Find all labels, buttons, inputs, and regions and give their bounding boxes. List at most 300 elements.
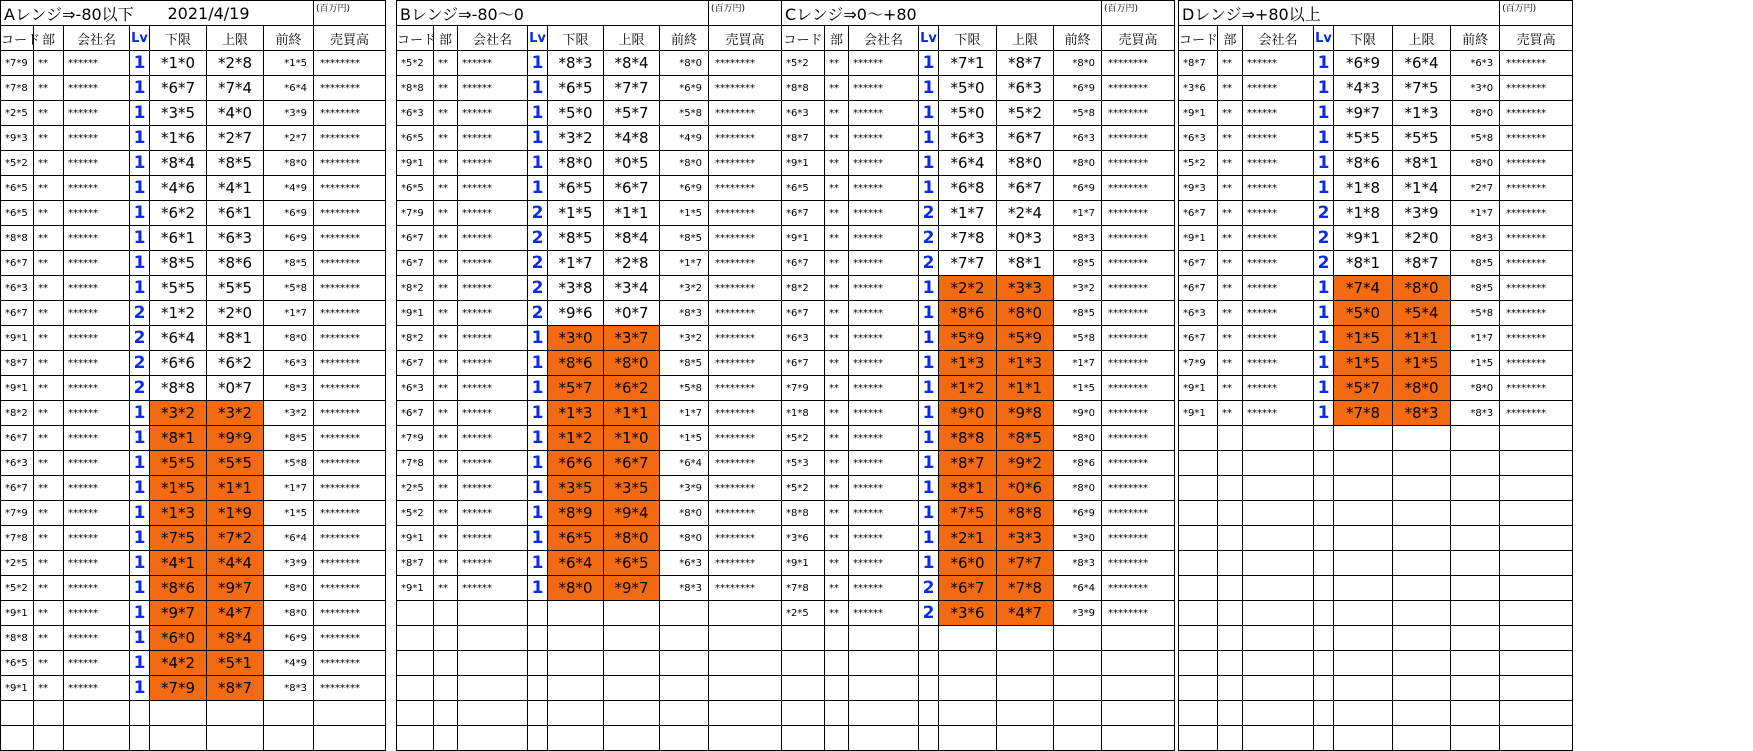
stock-code: *8*8 <box>782 501 825 526</box>
market-division: ** <box>1218 326 1243 351</box>
table-row <box>1 151 386 176</box>
table-row <box>397 351 782 376</box>
stock-code: *9*1 <box>397 526 434 551</box>
upper-limit: *8*1 <box>1393 151 1451 176</box>
empty-cell <box>314 701 386 726</box>
company-name: ****** <box>458 476 528 501</box>
stock-code: *5*2 <box>1 576 34 601</box>
empty-cell <box>1243 701 1314 726</box>
level-value: 2 <box>1314 201 1334 226</box>
market-division: ** <box>1218 226 1243 251</box>
trading-volume: ******** <box>1102 101 1175 126</box>
table-row <box>397 201 782 226</box>
table-row <box>782 476 1175 501</box>
trading-volume: ******** <box>709 401 782 426</box>
table-row <box>782 176 1175 201</box>
previous-close: *1*7 <box>660 251 709 276</box>
market-division: ** <box>434 426 458 451</box>
stock-code: *6*7 <box>397 351 434 376</box>
empty-cell <box>548 701 604 726</box>
lower-limit: *5*5 <box>1334 126 1393 151</box>
stock-code: *8*2 <box>1 401 34 426</box>
level-value: 1 <box>528 576 548 601</box>
upper-limit: *3*4 <box>604 276 660 301</box>
lower-limit: *9*7 <box>150 601 207 626</box>
lower-limit: *6*9 <box>1334 51 1393 76</box>
level-value: 1 <box>1314 276 1334 301</box>
trading-volume: ******** <box>314 676 386 701</box>
unit-label: (百万円) <box>314 1 386 26</box>
table-row <box>1 176 386 201</box>
table-row <box>1179 76 1573 101</box>
lower-limit: *6*7 <box>939 576 997 601</box>
trading-volume: ******** <box>1102 176 1175 201</box>
stock-code: *8*7 <box>1 351 34 376</box>
company-name: ****** <box>64 101 130 126</box>
upper-limit: *7*7 <box>604 76 660 101</box>
table-row <box>782 526 1175 551</box>
trading-volume: ******** <box>1102 226 1175 251</box>
lower-limit: *6*7 <box>150 76 207 101</box>
empty-cell <box>849 651 919 676</box>
upper-limit: *8*4 <box>604 226 660 251</box>
empty-cell <box>434 701 458 726</box>
market-division: ** <box>34 401 64 426</box>
company-name: ****** <box>849 126 919 151</box>
upper-limit: *0*3 <box>997 226 1054 251</box>
trading-volume: ******** <box>314 326 386 351</box>
lower-limit: *2*1 <box>939 526 997 551</box>
empty-cell <box>782 676 825 701</box>
empty-cell <box>528 601 548 626</box>
company-name: ****** <box>849 151 919 176</box>
header-upper: 上限 <box>207 26 264 51</box>
lower-limit: *5*0 <box>939 76 997 101</box>
empty-cell <box>782 701 825 726</box>
stock-code: *9*3 <box>1 126 34 151</box>
empty-cell <box>1451 476 1500 501</box>
stock-code: *7*8 <box>397 451 434 476</box>
empty-cell <box>1451 726 1500 751</box>
previous-close: *8*5 <box>1054 301 1102 326</box>
company-name: ****** <box>64 351 130 376</box>
upper-limit: *8*8 <box>997 501 1054 526</box>
empty-cell <box>1500 726 1573 751</box>
company-name: ****** <box>849 301 919 326</box>
range-grid <box>781 0 1175 751</box>
empty-cell <box>1179 576 1218 601</box>
lower-limit: *8*7 <box>939 451 997 476</box>
level-value: 2 <box>130 376 150 401</box>
level-value: 2 <box>528 301 548 326</box>
level-value: 2 <box>528 201 548 226</box>
stock-code: *7*8 <box>782 576 825 601</box>
header-sales: 売買高 <box>1102 26 1175 51</box>
stock-code: *6*7 <box>1 251 34 276</box>
table-row <box>397 451 782 476</box>
empty-cell <box>1393 426 1451 451</box>
upper-limit: *3*2 <box>207 401 264 426</box>
empty-cell <box>1500 501 1573 526</box>
upper-limit: *4*1 <box>207 176 264 201</box>
table-row <box>782 426 1175 451</box>
market-division: ** <box>434 76 458 101</box>
empty-cell <box>604 726 660 751</box>
lower-limit: *5*0 <box>1334 301 1393 326</box>
empty-cell <box>1451 601 1500 626</box>
level-value: 1 <box>130 551 150 576</box>
stock-code: *6*3 <box>1179 126 1218 151</box>
lower-limit: *8*9 <box>548 501 604 526</box>
company-name: ****** <box>64 376 130 401</box>
empty-cell <box>1334 701 1393 726</box>
empty-cell <box>1218 601 1243 626</box>
empty-cell <box>1334 576 1393 601</box>
lower-limit: *9*0 <box>939 401 997 426</box>
table-row <box>1 401 386 426</box>
level-value: 1 <box>919 476 939 501</box>
stock-code: *6*5 <box>1 651 34 676</box>
company-name: ****** <box>64 76 130 101</box>
table-row <box>397 301 782 326</box>
empty-cell <box>264 701 314 726</box>
previous-close: *8*3 <box>264 676 314 701</box>
previous-close: *8*0 <box>1451 151 1500 176</box>
upper-limit: *4*7 <box>997 601 1054 626</box>
table-row <box>1 51 386 76</box>
empty-cell <box>1179 476 1218 501</box>
stock-code: *7*8 <box>1 526 34 551</box>
empty-cell <box>1334 676 1393 701</box>
company-name: ****** <box>458 126 528 151</box>
company-name: ****** <box>64 551 130 576</box>
previous-close: *4*9 <box>264 651 314 676</box>
company-name: ****** <box>849 226 919 251</box>
table-row <box>782 276 1175 301</box>
market-division: ** <box>34 551 64 576</box>
previous-close: *6*9 <box>660 176 709 201</box>
market-division: ** <box>434 476 458 501</box>
empty-cell <box>1393 476 1451 501</box>
header-bu: 部 <box>34 26 64 51</box>
stock-code: *6*3 <box>1179 301 1218 326</box>
empty-cell <box>919 726 939 751</box>
table-row <box>782 76 1175 101</box>
table-row <box>397 501 782 526</box>
table-row <box>397 551 782 576</box>
empty-cell <box>1393 551 1451 576</box>
previous-close: *8*5 <box>660 351 709 376</box>
company-name: ****** <box>1243 301 1314 326</box>
market-division: ** <box>825 401 849 426</box>
stock-code: *7*9 <box>1179 351 1218 376</box>
empty-row <box>1 726 386 751</box>
level-value: 2 <box>528 226 548 251</box>
trading-volume: ******** <box>1500 126 1573 151</box>
empty-cell <box>1243 551 1314 576</box>
table-row <box>1 501 386 526</box>
table-row <box>782 576 1175 601</box>
trading-volume: ******** <box>1500 326 1573 351</box>
company-name: ****** <box>458 551 528 576</box>
previous-close: *5*8 <box>1054 101 1102 126</box>
empty-cell <box>1218 451 1243 476</box>
empty-cell <box>434 651 458 676</box>
stock-code: *8*7 <box>782 126 825 151</box>
lower-limit: *6*5 <box>548 76 604 101</box>
empty-row <box>782 726 1175 751</box>
market-division: ** <box>1218 151 1243 176</box>
company-name: ****** <box>849 576 919 601</box>
empty-cell <box>1243 451 1314 476</box>
empty-cell <box>64 726 130 751</box>
previous-close: *8*0 <box>660 526 709 551</box>
company-name: ****** <box>849 526 919 551</box>
market-division: ** <box>34 251 64 276</box>
empty-cell <box>1500 651 1573 676</box>
lower-limit: *3*2 <box>548 126 604 151</box>
empty-cell <box>1393 451 1451 476</box>
table-row <box>397 151 782 176</box>
trading-volume: ******** <box>314 351 386 376</box>
lower-limit: *7*5 <box>939 501 997 526</box>
empty-cell <box>1314 576 1334 601</box>
empty-cell <box>604 676 660 701</box>
upper-limit: *1*1 <box>604 201 660 226</box>
lower-limit: *6*1 <box>150 226 207 251</box>
trading-volume: ******** <box>314 276 386 301</box>
company-name: ****** <box>458 51 528 76</box>
upper-limit: *3*5 <box>604 476 660 501</box>
stock-code: *5*2 <box>397 51 434 76</box>
market-division: ** <box>1218 126 1243 151</box>
market-division: ** <box>1218 76 1243 101</box>
table-row <box>1 201 386 226</box>
table-row <box>397 126 782 151</box>
empty-cell <box>1054 726 1102 751</box>
lower-limit: *5*9 <box>939 326 997 351</box>
company-name: ****** <box>458 101 528 126</box>
trading-volume: ******** <box>1102 526 1175 551</box>
empty-cell <box>1500 676 1573 701</box>
lower-limit: *6*0 <box>939 551 997 576</box>
stock-code: *3*6 <box>782 526 825 551</box>
empty-cell <box>64 701 130 726</box>
empty-cell <box>1393 601 1451 626</box>
upper-limit: *6*7 <box>997 126 1054 151</box>
lower-limit: *8*6 <box>150 576 207 601</box>
previous-close: *8*3 <box>660 301 709 326</box>
previous-close: *6*9 <box>660 76 709 101</box>
previous-close: *8*3 <box>1054 226 1102 251</box>
previous-close: *1*7 <box>1054 351 1102 376</box>
upper-limit: *7*8 <box>997 576 1054 601</box>
lower-limit: *7*8 <box>939 226 997 251</box>
empty-cell <box>130 726 150 751</box>
level-value: 1 <box>528 526 548 551</box>
empty-cell <box>1314 526 1334 551</box>
trading-volume: ******** <box>709 76 782 101</box>
company-name: ****** <box>64 51 130 76</box>
title-row <box>1 1 386 26</box>
title-row <box>782 1 1175 26</box>
empty-cell <box>709 626 782 651</box>
empty-row <box>397 651 782 676</box>
stock-code: *7*9 <box>1 51 34 76</box>
empty-cell <box>1393 726 1451 751</box>
previous-close: *3*9 <box>1054 601 1102 626</box>
empty-cell <box>1334 501 1393 526</box>
level-value: 1 <box>130 526 150 551</box>
lower-limit: *7*5 <box>150 526 207 551</box>
empty-cell <box>1243 626 1314 651</box>
previous-close: *8*0 <box>264 576 314 601</box>
previous-close: *3*2 <box>660 276 709 301</box>
empty-row <box>782 701 1175 726</box>
empty-cell <box>1243 651 1314 676</box>
upper-limit: *3*9 <box>1393 201 1451 226</box>
upper-limit: *9*9 <box>207 426 264 451</box>
upper-limit: *1*0 <box>604 426 660 451</box>
range-table-c <box>781 0 1175 701</box>
empty-cell <box>1393 651 1451 676</box>
stock-code: *6*7 <box>1 476 34 501</box>
upper-limit: *4*0 <box>207 101 264 126</box>
range-grid <box>0 0 386 751</box>
market-division: ** <box>825 351 849 376</box>
empty-cell <box>1314 676 1334 701</box>
upper-limit: *7*7 <box>997 551 1054 576</box>
level-value: 2 <box>130 326 150 351</box>
empty-cell <box>130 701 150 726</box>
upper-limit: *5*2 <box>997 101 1054 126</box>
empty-cell <box>939 626 997 651</box>
empty-cell <box>1393 676 1451 701</box>
empty-row <box>1179 451 1573 476</box>
range-title: Dレンジ⇒+80以上 <box>1179 1 1451 26</box>
market-division: ** <box>825 126 849 151</box>
stock-code: *5*2 <box>782 51 825 76</box>
previous-close: *1*5 <box>264 51 314 76</box>
market-division: ** <box>34 376 64 401</box>
level-value: 1 <box>1314 101 1334 126</box>
trading-volume: ******** <box>314 151 386 176</box>
level-value: 1 <box>130 276 150 301</box>
lower-limit: *8*0 <box>548 151 604 176</box>
empty-cell <box>1102 676 1175 701</box>
trading-volume: ******** <box>314 251 386 276</box>
previous-close: *6*4 <box>264 526 314 551</box>
table-row <box>397 176 782 201</box>
previous-close: *8*3 <box>1451 401 1500 426</box>
trading-volume: ******** <box>1500 401 1573 426</box>
lower-limit: *8*5 <box>548 226 604 251</box>
previous-close: *8*0 <box>660 51 709 76</box>
trading-volume: ******** <box>1102 551 1175 576</box>
stock-code: *6*7 <box>1 426 34 451</box>
previous-close: *8*3 <box>1451 226 1500 251</box>
empty-cell <box>528 701 548 726</box>
trading-volume: ******** <box>1500 76 1573 101</box>
lower-limit: *5*0 <box>939 101 997 126</box>
header-upper: 上限 <box>604 26 660 51</box>
company-name: ****** <box>849 426 919 451</box>
market-division: ** <box>825 176 849 201</box>
table-row <box>1 226 386 251</box>
market-division: ** <box>434 326 458 351</box>
table-row <box>1179 326 1573 351</box>
trading-volume: ******** <box>1500 101 1573 126</box>
stock-code: *7*9 <box>1 501 34 526</box>
lower-limit: *6*6 <box>548 451 604 476</box>
empty-row <box>397 726 782 751</box>
stock-code: *6*7 <box>782 201 825 226</box>
empty-cell <box>1314 426 1334 451</box>
empty-cell <box>1243 476 1314 501</box>
empty-cell <box>1451 501 1500 526</box>
trading-volume: ******** <box>1102 251 1175 276</box>
level-value: 1 <box>919 526 939 551</box>
header-code: コード <box>782 26 825 51</box>
market-division: ** <box>34 201 64 226</box>
upper-limit: *9*7 <box>207 576 264 601</box>
table-row <box>1179 401 1573 426</box>
trading-volume: ******** <box>709 551 782 576</box>
upper-limit: *6*7 <box>604 176 660 201</box>
company-name: ****** <box>1243 76 1314 101</box>
level-value: 1 <box>130 76 150 101</box>
empty-row <box>397 601 782 626</box>
level-value: 1 <box>130 126 150 151</box>
upper-limit: *5*9 <box>997 326 1054 351</box>
empty-cell <box>1243 576 1314 601</box>
trading-volume: ******** <box>1102 351 1175 376</box>
empty-cell <box>1243 501 1314 526</box>
empty-cell <box>1054 676 1102 701</box>
market-division: ** <box>1218 101 1243 126</box>
header-lv: Lv <box>130 26 150 51</box>
market-division: ** <box>825 426 849 451</box>
stock-code: *9*1 <box>397 151 434 176</box>
company-name: ****** <box>458 376 528 401</box>
market-division: ** <box>34 626 64 651</box>
stock-code: *9*1 <box>782 151 825 176</box>
stock-code: *9*1 <box>1 376 34 401</box>
empty-cell <box>1334 626 1393 651</box>
empty-cell <box>919 701 939 726</box>
company-name: ****** <box>849 326 919 351</box>
company-name: ****** <box>64 301 130 326</box>
upper-limit: *9*2 <box>997 451 1054 476</box>
trading-volume: ******** <box>709 151 782 176</box>
level-value: 1 <box>130 476 150 501</box>
market-division: ** <box>34 326 64 351</box>
lower-limit: *3*5 <box>150 101 207 126</box>
table-row <box>1179 276 1573 301</box>
upper-limit: *8*0 <box>604 351 660 376</box>
upper-limit: *2*0 <box>1393 226 1451 251</box>
empty-cell <box>1500 451 1573 476</box>
empty-cell <box>660 651 709 676</box>
previous-close: *8*0 <box>660 151 709 176</box>
level-value: 1 <box>919 401 939 426</box>
empty-cell <box>1451 551 1500 576</box>
level-value: 1 <box>528 401 548 426</box>
header-lower: 下限 <box>939 26 997 51</box>
company-name: ****** <box>64 276 130 301</box>
range-table-a <box>0 0 386 701</box>
trading-volume: ******** <box>1102 576 1175 601</box>
